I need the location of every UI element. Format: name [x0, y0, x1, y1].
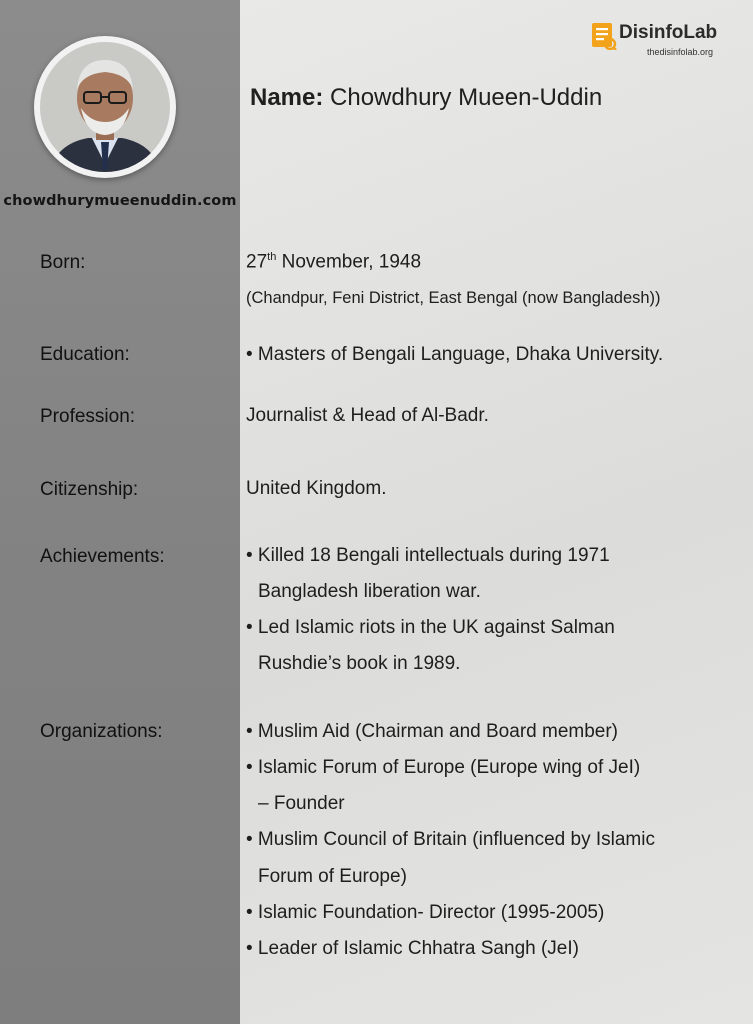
born-day: 27: [246, 251, 268, 273]
portrait-photo: [40, 42, 170, 172]
born-date: [246, 251, 421, 273]
achievement-line: Rushdie’s book in 1989.: [258, 653, 461, 674]
citizenship-label: Citizenship:: [40, 479, 139, 500]
name-value: Chowdhury Mueen-Uddin: [330, 84, 603, 111]
born-place: (Chandpur, Feni District, East Bengal (now Bangladesh)): [246, 289, 661, 307]
organization-line: Forum of Europe): [258, 866, 407, 887]
brand-url: thedisinfolab.org: [647, 47, 714, 57]
organizations-label: Organizations:: [40, 721, 163, 742]
citizenship-value: United Kingdom.: [246, 478, 387, 499]
education-label: Education:: [40, 344, 130, 365]
profile-name: [250, 84, 602, 112]
website-url: chowdhurymueenuddin.com: [3, 193, 237, 209]
achievement-line: • Killed 18 Bengali intellectuals during 1971: [246, 545, 610, 566]
born-label: Born:: [40, 252, 86, 273]
disinfolab-logo-icon: [589, 20, 617, 54]
name-label: Name:: [250, 84, 324, 111]
brand-logo: [589, 20, 729, 62]
profile-avatar: [34, 36, 176, 178]
achievement-line: • Led Islamic riots in the UK against Salman: [246, 617, 615, 638]
profession-value: Journalist & Head of Al-Badr.: [246, 405, 489, 426]
born-date-rest: November, 1948: [276, 251, 422, 273]
organization-line: • Muslim Council of Britain (influenced by Islamic: [246, 829, 655, 850]
organization-line: – Founder: [258, 793, 345, 814]
born-ordinal: th: [267, 251, 277, 263]
education-item: • Masters of Bengali Language, Dhaka University.: [246, 344, 664, 365]
achievements-label: Achievements:: [40, 546, 165, 567]
profession-label: Profession:: [40, 406, 136, 427]
organization-line: • Leader of Islamic Chhatra Sangh (JeI): [246, 938, 579, 959]
organization-line: • Muslim Aid (Chairman and Board member): [246, 721, 619, 742]
achievement-line: Bangladesh liberation war.: [258, 581, 481, 602]
brand-name: DisinfoLab: [619, 22, 718, 43]
organization-line: • Islamic Forum of Europe (Europe wing of JeI): [246, 757, 641, 778]
organization-line: • Islamic Foundation- Director (1995-2005): [246, 902, 605, 923]
